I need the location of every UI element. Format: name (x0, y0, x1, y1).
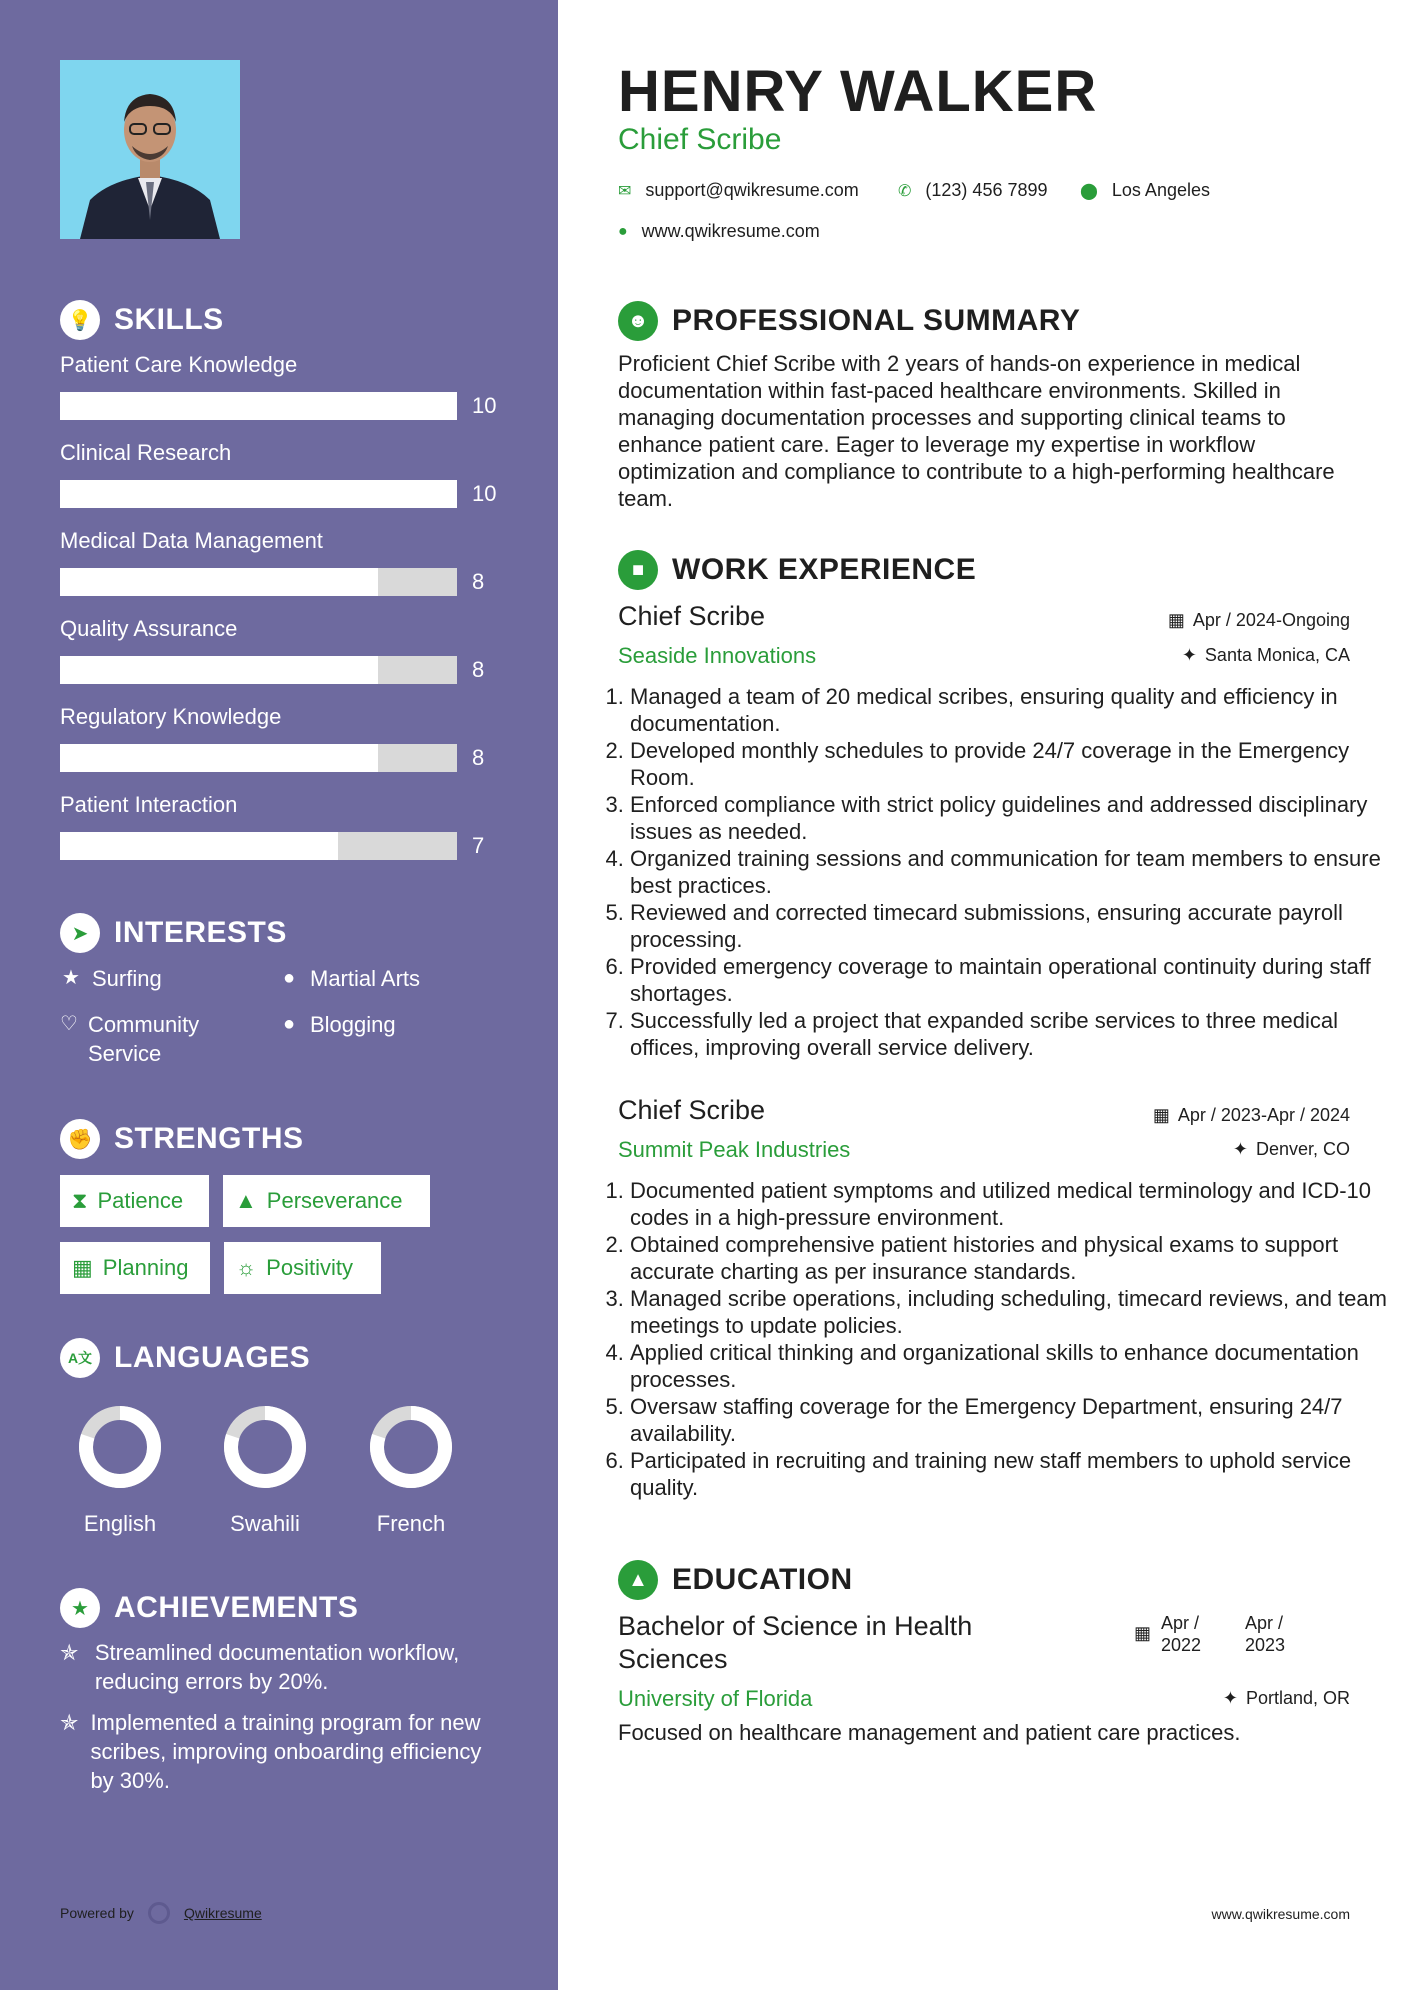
education-location (1223, 1688, 1350, 1709)
skill-bar (60, 832, 457, 860)
job-bullet: 1. Documented patient symptoms and utilized medical terminology and ICD-10 codes in a high-pressure environment. (630, 1177, 1390, 1231)
strength-label: Perseverance (266, 1188, 403, 1213)
interest-label: Blogging (310, 1012, 396, 1037)
pin-icon: ✦ (1181, 645, 1197, 665)
star-icon: ★ (62, 967, 80, 989)
languages-title: LANGUAGES (114, 1341, 311, 1374)
pin-icon: ✦ (1232, 1139, 1248, 1159)
job-bullet: 2. Obtained comprehensive patient histories and physical exams to support accurate charting as per insurance standards. (630, 1231, 1390, 1285)
job-location-text: Denver, CO (1255, 1139, 1350, 1159)
job-location (1233, 1139, 1350, 1160)
education-title: EDUCATION (672, 1563, 853, 1596)
job-bullet: 1. Managed a team of 20 medical scribes, ensuring quality and efficiency in documentation. (630, 683, 1390, 737)
briefcase-icon: ■ (618, 550, 658, 590)
trophy-star-icon: ★ (60, 1588, 100, 1628)
language-icon: A文 (60, 1338, 100, 1378)
job-bullets (608, 1177, 1390, 1501)
fist-icon: ✊ (60, 1119, 100, 1159)
skill-bar-fill (60, 480, 457, 508)
interests-header (60, 913, 287, 953)
lightbulb-icon: 💡 (60, 300, 100, 340)
skill-name: Quality Assurance (60, 616, 238, 641)
summary-title: PROFESSIONAL SUMMARY (672, 304, 1081, 337)
interest-item-surfing (60, 964, 162, 993)
phone-text: (123) 456 7899 (925, 180, 1048, 200)
achievements-title: ACHIEVEMENTS (114, 1591, 359, 1624)
skills-header (60, 300, 224, 340)
strength-badge-positivity (224, 1242, 381, 1294)
job-dates-text: Apr / 2024-Ongoing (1192, 610, 1350, 630)
skill-value: 8 (472, 569, 485, 594)
star-burst-icon: ✯ (60, 1640, 79, 1665)
interest-item-blogging (278, 1010, 396, 1039)
group-icon: ● (282, 1013, 296, 1035)
language-label: French (376, 1511, 446, 1536)
job-bullet: 3. Enforced compliance with strict policy guidelines and addressed disciplinary issues as needed. (630, 791, 1390, 845)
contact-phone[interactable] (898, 180, 1048, 201)
website-text: www.qwikresume.com (641, 221, 820, 241)
language-swahili (205, 1402, 325, 1537)
job-dates (1153, 1105, 1350, 1126)
skill-bar-fill (60, 568, 378, 596)
job-location-text: Santa Monica, CA (1204, 645, 1350, 665)
education-end: Apr / 2023 (1245, 1613, 1286, 1655)
contact-website[interactable] (618, 221, 820, 242)
strength-badge-patience (60, 1175, 209, 1227)
skill-bar (60, 392, 457, 420)
skill-value: 8 (472, 657, 485, 682)
email-text: support@qwikresume.com (645, 180, 859, 200)
skill-value: 8 (472, 745, 485, 770)
skill-value: 7 (472, 833, 485, 858)
education-location-text: Portland, OR (1245, 1688, 1350, 1708)
contact-location (1080, 180, 1210, 201)
powered-by-text: Powered by (60, 1905, 134, 1921)
job-company: Seaside Innovations (618, 643, 817, 668)
skill-name: Patient Care Knowledge (60, 352, 298, 377)
skill-bar-fill (60, 392, 457, 420)
sidebar (0, 0, 558, 1990)
language-label: English (83, 1511, 157, 1536)
candidate-role: Chief Scribe (618, 123, 782, 156)
interests-title: INTERESTS (114, 916, 287, 949)
strength-label: Patience (97, 1188, 184, 1213)
experience-title: WORK EXPERIENCE (672, 553, 977, 586)
strength-label: Positivity (266, 1255, 353, 1280)
skill-bar-fill (60, 832, 338, 860)
contact-email[interactable] (618, 180, 859, 201)
job-bullet: 6. Participated in recruiting and training new staff members to uphold service quality. (630, 1447, 1390, 1501)
skill-name: Patient Interaction (60, 792, 238, 817)
education-description: Focused on healthcare management and patient care practices. (618, 1720, 1241, 1745)
calendar-icon: ▦ (1152, 1105, 1170, 1125)
job-bullets (608, 683, 1390, 1061)
job-bullet: 2. Developed monthly schedules to provide 24/7 coverage in the Emergency Room. (630, 737, 1390, 791)
language-ring (75, 1402, 165, 1492)
job-bullet: 5. Oversaw staffing coverage for the Emergency Department, ensuring 24/7 availability. (630, 1393, 1390, 1447)
star-burst-icon: ✯ (60, 1710, 79, 1735)
language-ring (220, 1402, 310, 1492)
job-bullet: 4. Applied critical thinking and organizational skills to enhance documentation processes. (630, 1339, 1390, 1393)
experience-header (618, 550, 976, 590)
summary-header (618, 301, 1080, 341)
job-location (1182, 645, 1350, 666)
calendar-icon: ▦ (1167, 610, 1185, 630)
graduation-cap-icon: ▲ (618, 1560, 658, 1600)
strength-badge-planning (60, 1242, 210, 1294)
job-bullet: 6. Provided emergency coverage to maintain operational continuity during staff shortages. (630, 953, 1390, 1007)
strength-badge-perseverance (223, 1175, 430, 1227)
language-english (60, 1402, 180, 1537)
person-photo-icon (60, 60, 240, 239)
education-dates (1134, 1612, 1305, 1656)
education-header (618, 1560, 853, 1600)
map-pin-icon: ⬤ (1080, 182, 1098, 200)
strengths-header (60, 1119, 304, 1159)
profile-photo (60, 60, 240, 239)
achievement-item (60, 1708, 500, 1795)
paper-plane-icon: ➤ (60, 913, 100, 953)
achievement-text: Streamlined documentation workflow, reducing errors by 20%. (94, 1640, 460, 1694)
location-text: Los Angeles (1111, 180, 1210, 200)
skill-value: 10 (472, 393, 497, 418)
interest-item-martial-arts (278, 964, 420, 993)
achievement-text: Implemented a training program for new scribes, improving onboarding efficiency by 30%. (90, 1710, 482, 1793)
globe-icon: ● (282, 967, 296, 989)
job-bullet: 7. Successfully led a project that expanded scribe services to three medical offices, improving overall service delivery. (630, 1007, 1390, 1061)
achievement-item (60, 1638, 500, 1696)
skill-bar (60, 568, 457, 596)
road-icon: ▲ (235, 1188, 257, 1213)
language-french (351, 1402, 471, 1537)
pin-icon: ✦ (1222, 1688, 1238, 1708)
skill-name: Medical Data Management (60, 528, 323, 553)
calendar-icon: ▦ (1134, 1623, 1152, 1643)
job-bullet: 3. Managed scribe operations, including scheduling, timecard reviews, and team meetings to update policies. (630, 1285, 1390, 1339)
interest-label: Community Service (87, 1012, 200, 1066)
user-icon: ☻ (618, 301, 658, 341)
skill-value: 10 (472, 481, 497, 506)
interest-item-community-service (60, 1010, 240, 1068)
language-label: Swahili (230, 1511, 300, 1536)
interest-label: Martial Arts (310, 966, 421, 991)
education-school: University of Florida (618, 1686, 813, 1711)
education-degree: Bachelor of Science in Health Sciences (618, 1611, 973, 1674)
main-content (558, 0, 1407, 1990)
strengths-title: STRENGTHS (114, 1122, 304, 1155)
education-start: Apr / 2022 (1161, 1613, 1202, 1655)
job-bullet: 5. Reviewed and corrected timecard submissions, ensuring accurate payroll processing. (630, 899, 1390, 953)
skill-bar (60, 480, 457, 508)
phone-icon: ✆ (898, 182, 912, 200)
sun-icon: ☼ (236, 1255, 257, 1280)
skill-bar (60, 656, 457, 684)
summary-text: Proficient Chief Scribe with 2 years of hands-on experience in medical documentation within fast-paced healthcare environments. Skilled in managing documentation processes and supporting clinical teams to enhance patient care. Eager to leverage my expertise in workflow optimization and compliance to contribute to a high-performing healthcare team. (618, 351, 1335, 511)
job-bullet: 4. Organized training sessions and communication for team members to ensure best practices. (630, 845, 1390, 899)
job-title: Chief Scribe (618, 1095, 766, 1125)
footer-website[interactable]: www.qwikresume.com (1211, 1906, 1350, 1922)
strength-label: Planning (102, 1255, 189, 1280)
job-dates (1168, 610, 1350, 631)
job-dates-text: Apr / 2023-Apr / 2024 (1177, 1105, 1350, 1125)
skill-name: Regulatory Knowledge (60, 704, 282, 729)
skill-bar-fill (60, 656, 378, 684)
brand-link[interactable]: Qwikresume (183, 1905, 262, 1921)
skill-name: Clinical Research (60, 440, 232, 465)
skill-bar-fill (60, 744, 378, 772)
job-company: Summit Peak Industries (618, 1137, 851, 1162)
languages-header (60, 1338, 310, 1378)
language-ring (366, 1402, 456, 1492)
powered-by (60, 1902, 262, 1924)
globe-icon: ● (618, 222, 628, 240)
job-title: Chief Scribe (618, 601, 766, 631)
envelope-icon: ✉ (618, 182, 632, 200)
calendar-icon: ▦ (72, 1255, 93, 1280)
heart-icon: ♡ (60, 1013, 78, 1035)
skill-bar (60, 744, 457, 772)
hourglass-icon: ⧗ (72, 1188, 88, 1213)
interest-label: Surfing (92, 966, 162, 991)
qwikresume-logo-icon (148, 1902, 170, 1924)
skills-title: SKILLS (114, 303, 224, 336)
candidate-name: HENRY WALKER (618, 59, 1098, 124)
achievements-header (60, 1588, 358, 1628)
